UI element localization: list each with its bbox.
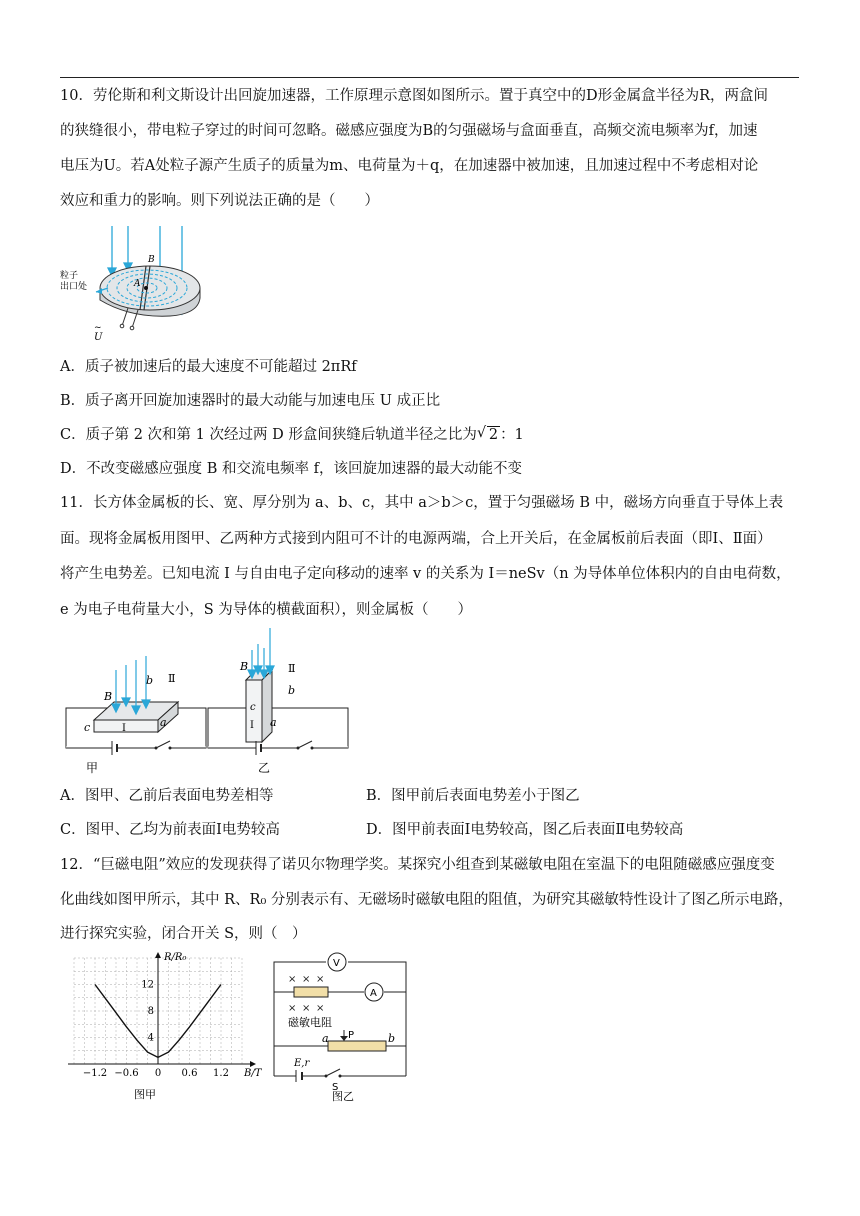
- svg-text:×: ×: [316, 1003, 325, 1014]
- circuit-caption: 图乙: [332, 1090, 354, 1102]
- sqrt-expression: [477, 425, 500, 445]
- q10-option-b: B．质子离开回旋加速器时的最大动能与加速电压 U 成正比: [60, 393, 441, 409]
- gmr-chart: [62, 950, 262, 1102]
- svg-text:×: ×: [288, 974, 297, 985]
- q10-option-c-ratio: ：1: [500, 427, 524, 443]
- chart-axes: [68, 952, 256, 1067]
- voltmeter-label: V: [333, 958, 340, 969]
- rheostat-end-a-label: a: [322, 1032, 329, 1045]
- svg-text:×: ×: [302, 1003, 311, 1014]
- sqrt-radicand: 2: [488, 427, 499, 443]
- chart-x-arrow: [250, 1061, 256, 1067]
- svg-text:×: ×: [302, 974, 311, 985]
- tilde-mark: ~: [94, 323, 102, 333]
- cyclotron-exit-label-2: 出口处: [60, 282, 88, 292]
- jia-label-c: c: [84, 721, 91, 734]
- rheostat-end-b-label: b: [388, 1032, 396, 1045]
- q11-line-2: 面。现将金属板用图甲、乙两种方式接到内阻可不计的电源两端，合上开关后，在金属板前后表面（即Ⅰ、Ⅱ面）: [60, 531, 772, 547]
- yi-label-a: a: [270, 716, 277, 729]
- cyclotron-label-b: B: [148, 255, 155, 265]
- q10-option-c: [60, 425, 524, 445]
- q10-line-3: 电压为U。若A处粒子源产生质子的质量为m、电荷量为＋q，在加速器中被加速，且加速过程中不考虑相对论: [60, 158, 759, 174]
- q10-line-1: 10．劳伦斯和利文斯设计出回旋加速器，工作原理示意图如图所示。置于真空中的D形金属盒半径为R，两盒间: [60, 88, 768, 104]
- q11-line-3: 将产生电势差。已知电流 I 与自由电子定向移动的速率 v 的关系为 I＝neSv（n 为导体单位体积内的自由电荷数，: [60, 566, 791, 582]
- source-label: E,r: [294, 1058, 310, 1069]
- chart-y-tick-label: 8: [147, 1006, 154, 1017]
- q10-option-d: D．不改变磁感应强度 B 和交流电频率 f，该回旋加速器的最大动能不变: [60, 461, 522, 477]
- q11-line-1: 11．长方体金属板的长、宽、厚分别为 a、b、c，其中 a＞b＞c，置于匀强磁场 B 中，磁场方向垂直于导体上表: [60, 495, 784, 511]
- sqrt-symbol: √: [476, 425, 487, 441]
- q12-line-1: 12．“巨磁电阻”效应的发现获得了诺贝尔物理学奖。某探究小组查到某磁敏电阻在室温下的电阻随磁感应强度变: [60, 857, 775, 873]
- q10-line-2: 的狭缝很小，带电粒子穿过的时间可忽略。磁感应强度为B的匀强磁场与盒面垂直，高频交流电频率为f，加速: [60, 123, 758, 139]
- chart-x-tick-label: −0.6: [114, 1068, 139, 1079]
- q10-line-4: 效应和重力的影响。则下列说法正确的是（ ）: [60, 193, 379, 209]
- metal-plate-figures: [60, 620, 360, 780]
- switch-label: S: [332, 1082, 339, 1093]
- slider-p-label: P: [348, 1030, 355, 1041]
- cyclotron-exit-label-1: 粒子: [60, 271, 79, 281]
- jia-label-ii: Ⅱ: [168, 672, 176, 685]
- yi-label-c: c: [250, 702, 256, 713]
- q12-line-2: 化曲线如图甲所示，其中 R、R₀ 分别表示有、无磁场时磁敏电阻的阻值，为研究其磁敏特性设计了图乙所示电路，: [60, 892, 793, 908]
- yi-caption: 乙: [258, 761, 271, 775]
- chart-x-axis-label: B/T: [244, 1068, 262, 1079]
- yi-label-ii: Ⅱ: [288, 662, 296, 675]
- cyclotron-figure: [60, 222, 220, 347]
- resistor-label: 磁敏电阻: [288, 1016, 332, 1029]
- ammeter-label: A: [370, 988, 377, 999]
- q11-option-d: D．图甲前表面Ⅰ电势较高，图乙后表面Ⅱ电势较高: [366, 822, 684, 838]
- svg-text:×: ×: [288, 1003, 297, 1014]
- yi-label-b-field: B: [240, 660, 249, 673]
- header-rule: [60, 77, 799, 78]
- chart-y-tick-label: 12: [141, 979, 154, 991]
- chart-x-tick-label: 0: [154, 1068, 162, 1079]
- chart-x-tick-label: 1.2: [213, 1068, 229, 1079]
- svg-text:×: ×: [316, 974, 325, 985]
- cyclotron-label-a: A: [134, 279, 141, 289]
- q10-option-a: A．质子被加速后的最大速度不可能超过 2πRf: [60, 359, 357, 375]
- chart-y-axis-label: R/R₀: [164, 952, 187, 963]
- jia-caption: 甲: [86, 761, 99, 775]
- gmr-circuit: [268, 950, 414, 1102]
- chart-caption: 图甲: [134, 1088, 156, 1101]
- chart-y-tick-label: 4: [147, 1032, 154, 1044]
- jia-label-b: b: [146, 674, 154, 687]
- q11-option-a: A．图甲、乙前后表面电势差相等: [60, 788, 274, 804]
- q11-line-4: e 为电子电荷量大小，S 为导体的横截面积），则金属板（ ）: [60, 602, 472, 618]
- jia-label-b-field: B: [104, 690, 113, 703]
- yi-label-b: b: [288, 684, 296, 697]
- chart-x-tick-label: 0.6: [181, 1068, 198, 1079]
- q11-option-c: C．图甲、乙均为前表面Ⅰ电势较高: [60, 822, 280, 838]
- jia-label-a: a: [160, 716, 167, 729]
- q10-option-c-text: C．质子第 2 次和第 1 次经过两 D 形盒间狭缝后轨道半径之比为: [60, 427, 477, 443]
- jia-label-i: Ⅰ: [122, 723, 126, 734]
- cyclotron-label-u: U: [94, 332, 103, 343]
- q12-line-3: 进行探究实验，闭合开关 S，则（ ）: [60, 926, 307, 942]
- chart-x-tick-label: −1.2: [82, 1068, 108, 1079]
- chart-y-arrow: [155, 952, 161, 958]
- q11-option-b: B．图甲前后表面电势差小于图乙: [366, 788, 580, 804]
- yi-label-i: Ⅰ: [250, 720, 254, 731]
